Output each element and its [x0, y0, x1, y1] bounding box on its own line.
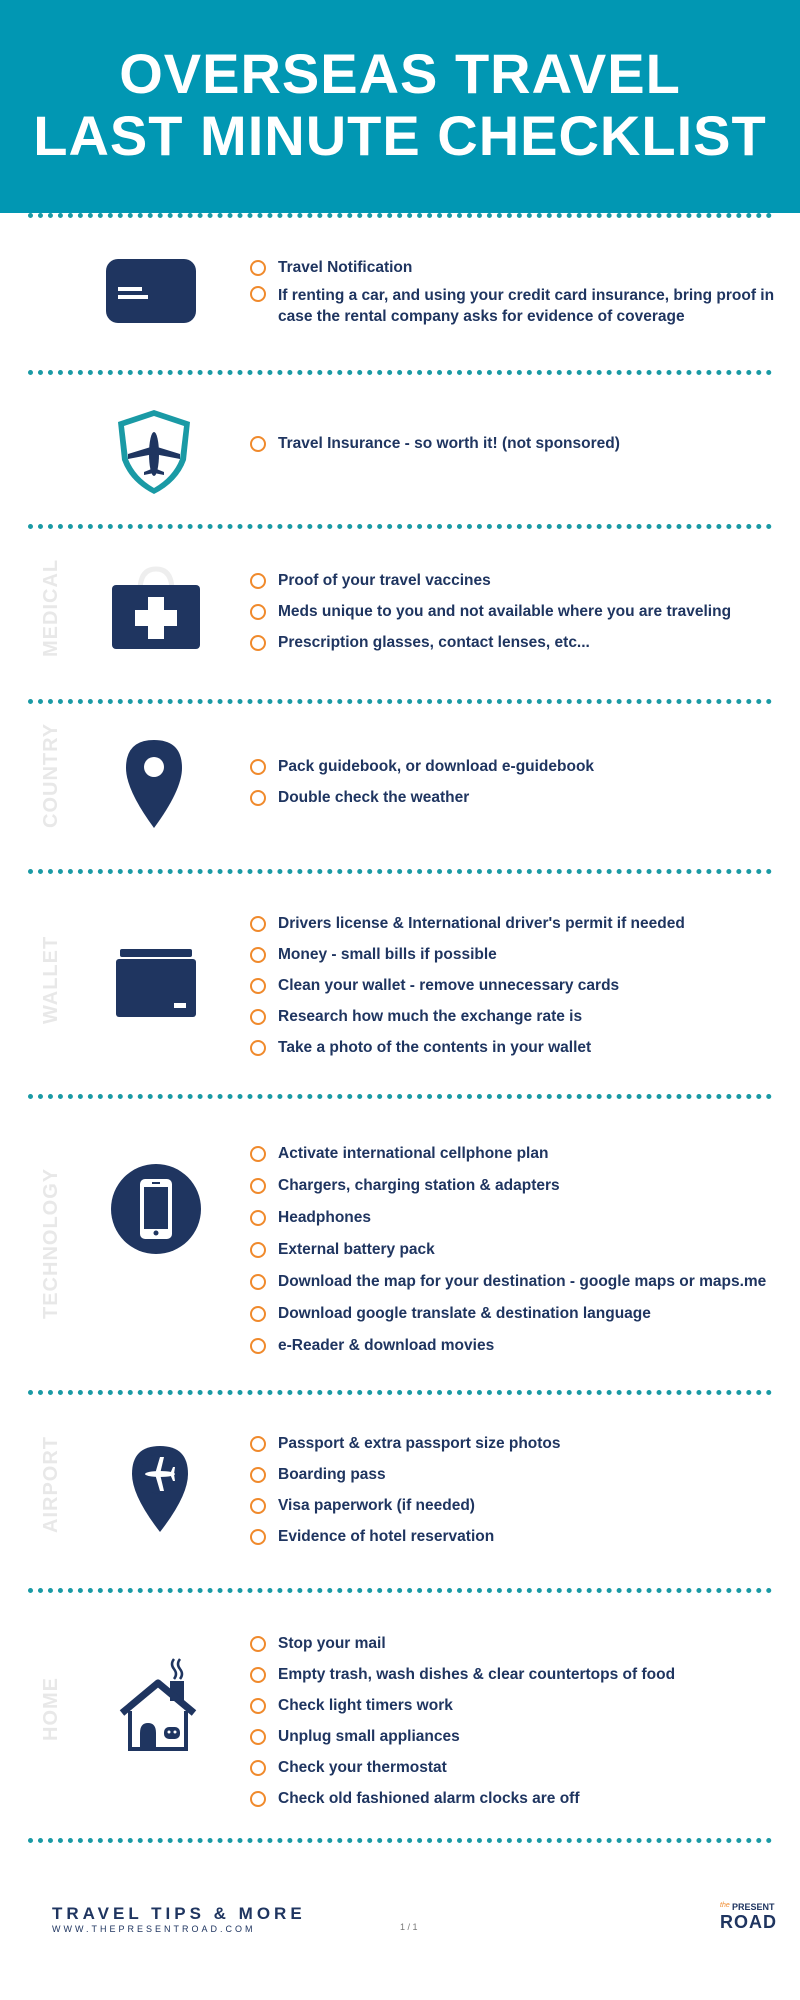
page-number: 1 / 1: [400, 1922, 418, 1932]
checkbox-circle-icon[interactable]: [250, 1242, 266, 1258]
footer-url[interactable]: WWW.THEPRESENTROAD.COM: [52, 1924, 256, 1934]
checkbox-circle-icon[interactable]: [250, 1729, 266, 1745]
section-medical: [0, 529, 800, 699]
checkbox-circle-icon[interactable]: [250, 1791, 266, 1807]
section-country: [0, 704, 800, 869]
section-label-medical: MEDICAL: [40, 558, 62, 657]
checklist-item[interactable]: Empty trash, wash dishes & clear countertops of food: [250, 1666, 790, 1684]
checklist-item[interactable]: Travel Notification: [250, 259, 790, 277]
checklist-item[interactable]: Double check the weather: [250, 789, 790, 807]
section-wallet: [0, 874, 800, 1094]
section-divider: [28, 1838, 772, 1843]
checklist-item[interactable]: Evidence of hotel reservation: [250, 1528, 790, 1546]
checklist-item[interactable]: If renting a car, and using your credit card insurance, bring proof in case the rental company asks for evidence of coverage: [250, 285, 790, 327]
checklist-item[interactable]: Download the map for your destination - google maps or maps.me: [250, 1273, 790, 1291]
checklist-item[interactable]: Visa paperwork (if needed): [250, 1497, 790, 1515]
checkbox-circle-icon[interactable]: [250, 1667, 266, 1683]
checklist-item[interactable]: Clean your wallet - remove unnecessary cards: [250, 977, 790, 995]
checkbox-circle-icon[interactable]: [250, 604, 266, 620]
checklist-item[interactable]: Boarding pass: [250, 1466, 790, 1484]
checklist-item[interactable]: Travel Insurance - so worth it! (not sponsored): [250, 435, 790, 453]
checklist-item[interactable]: Download google translate & destination language: [250, 1305, 790, 1323]
checklist-item[interactable]: Check light timers work: [250, 1697, 790, 1715]
checklist-item[interactable]: Pack guidebook, or download e-guidebook: [250, 758, 790, 776]
checkbox-circle-icon[interactable]: [250, 1698, 266, 1714]
checklist-item[interactable]: Passport & extra passport size photos: [250, 1435, 790, 1453]
checkbox-circle-icon[interactable]: [250, 1009, 266, 1025]
smartphone-icon: [110, 1163, 202, 1260]
checklist-item[interactable]: Take a photo of the contents in your wallet: [250, 1039, 790, 1057]
checklist-item[interactable]: Drivers license & International driver's permit if needed: [250, 915, 790, 933]
page-title-line2: LAST MINUTE CHECKLIST: [33, 104, 767, 167]
checkbox-circle-icon[interactable]: [250, 1529, 266, 1545]
checkbox-circle-icon[interactable]: [250, 1306, 266, 1322]
checkbox-circle-icon[interactable]: [250, 286, 266, 302]
checkbox-circle-icon[interactable]: [250, 1636, 266, 1652]
checklist-item[interactable]: Chargers, charging station & adapters: [250, 1177, 790, 1195]
checklist-item[interactable]: Check old fashioned alarm clocks are off: [250, 1790, 790, 1808]
checkbox-circle-icon[interactable]: [250, 1274, 266, 1290]
checklist-item[interactable]: Check your thermostat: [250, 1759, 790, 1777]
checklist-item[interactable]: Headphones: [250, 1209, 790, 1227]
checkbox-circle-icon[interactable]: [250, 978, 266, 994]
credit-card-icon: [106, 259, 196, 328]
present-road-logo: the PRESENT ROAD: [720, 1902, 777, 1932]
header-banner: [0, 0, 800, 213]
page-title-line1: OVERSEAS TRAVEL: [119, 42, 681, 105]
section-label-airport: AIRPORT: [40, 1436, 62, 1533]
checklist-item[interactable]: Money - small bills if possible: [250, 946, 790, 964]
checkbox-circle-icon[interactable]: [250, 759, 266, 775]
checkbox-circle-icon[interactable]: [250, 1146, 266, 1162]
airport-pin-icon: [130, 1444, 190, 1539]
checklist-item[interactable]: Prescription glasses, contact lenses, etc...: [250, 634, 790, 652]
checklist-item[interactable]: Unplug small appliances: [250, 1728, 790, 1746]
checklist-item[interactable]: Proof of your travel vaccines: [250, 572, 790, 590]
checkbox-circle-icon[interactable]: [250, 1178, 266, 1194]
checkbox-circle-icon[interactable]: [250, 1760, 266, 1776]
checkbox-circle-icon[interactable]: [250, 790, 266, 806]
checklist-item[interactable]: External battery pack: [250, 1241, 790, 1259]
checklist-item[interactable]: e-Reader & download movies: [250, 1337, 790, 1355]
footer-title: TRAVEL TIPS & MORE: [52, 1904, 306, 1923]
checkbox-circle-icon[interactable]: [250, 1467, 266, 1483]
checkbox-circle-icon[interactable]: [250, 947, 266, 963]
checklist-item[interactable]: Research how much the exchange rate is: [250, 1008, 790, 1026]
section-label-country: COUNTRY: [40, 722, 62, 828]
checkbox-circle-icon[interactable]: [250, 1436, 266, 1452]
checklist-item[interactable]: Activate international cellphone plan: [250, 1145, 790, 1163]
checkbox-circle-icon[interactable]: [250, 1210, 266, 1226]
checkbox-circle-icon[interactable]: [250, 436, 266, 452]
wallet-icon: [116, 949, 196, 1024]
section-credit-card: [0, 213, 800, 370]
checkbox-circle-icon[interactable]: [250, 916, 266, 932]
section-technology: [0, 1099, 800, 1390]
section-insurance: [0, 375, 800, 524]
checkbox-circle-icon[interactable]: [250, 573, 266, 589]
section-label-home: HOME: [40, 1677, 62, 1741]
map-pin-icon: [124, 738, 184, 835]
section-label-wallet: WALLET: [40, 935, 62, 1024]
section-airport: [0, 1395, 800, 1588]
checkbox-circle-icon[interactable]: [250, 1338, 266, 1354]
checklist-item[interactable]: Meds unique to you and not available where you are traveling: [250, 603, 790, 621]
checkbox-circle-icon[interactable]: [250, 260, 266, 276]
checkbox-circle-icon[interactable]: [250, 635, 266, 651]
section-home: [0, 1593, 800, 1838]
house-icon: [118, 1655, 198, 1758]
checklist-item[interactable]: Stop your mail: [250, 1635, 790, 1653]
section-label-technology: TECHNOLOGY: [40, 1167, 62, 1319]
checkbox-circle-icon[interactable]: [250, 1040, 266, 1056]
first-aid-kit-icon: [110, 563, 202, 656]
checkbox-circle-icon[interactable]: [250, 1498, 266, 1514]
shield-airplane-icon: [114, 408, 194, 501]
